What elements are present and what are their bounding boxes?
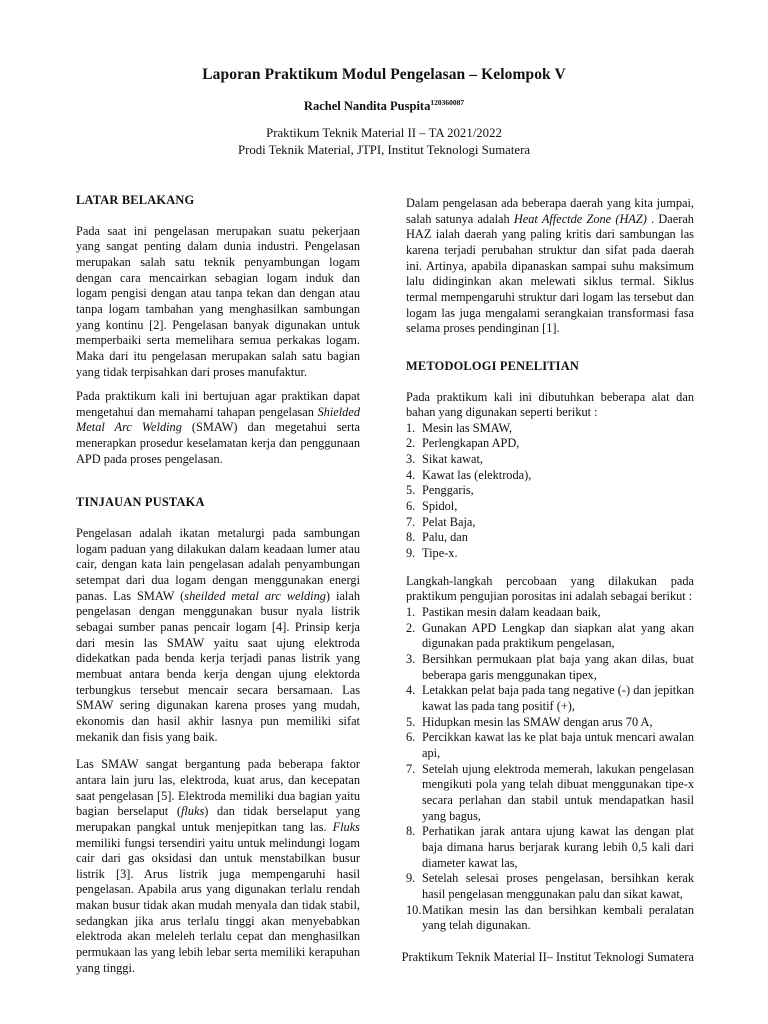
paragraph-metodologi-intro: Pada praktikum kali ini dibutuhkan beberapa alat dan bahan yang digunakan seperti berikut : [406, 389, 694, 420]
list-text: Perlengkapan APD, [422, 436, 520, 451]
affiliation-institution: Prodi Teknik Material, JTPI, Institut Teknologi Sumatera [237, 142, 531, 157]
list-item [406, 421, 694, 437]
paragraph-tinjauan-1 [76, 526, 360, 745]
paragraph-latar-1: Pada saat ini pengelasan merupakan suatu pekerjaan yang sangat penting dalam dunia industri. Pengelasan merupakan salah satu teknik penyambungan logam dengan cara mencairkan sebagian logam induk dan logam pengisi dengan atau tanpa tekan dan dengan atau tanpa logam tambahan yang menghasilkan sambungan yang kontinu [2]. Pengelasan banyak digunakan untuk memperbaiki serta memelihara semua perkakas logam. Maka dari itu pengelasan merupakan salah satu bagian yang tidak terpisahkan dari proses manufaktur. [76, 223, 360, 379]
list-number: 3. [406, 452, 416, 467]
paragraph-tinjauan-2 [76, 757, 360, 976]
list-text: Percikkan kawat las ke plat baja untuk mencari awalan api, [422, 730, 694, 760]
list-item [406, 546, 694, 562]
list-number: 9. [406, 871, 416, 886]
right-column [406, 196, 694, 934]
list-number: 7. [406, 761, 416, 776]
list-item [406, 499, 694, 515]
list-item [406, 452, 694, 468]
italic-term: sheilded metal arc welding [184, 588, 326, 603]
list-item [406, 515, 694, 531]
list-number: 7. [406, 514, 416, 529]
list-number: 10. [406, 902, 422, 917]
list-item [406, 730, 694, 761]
list-text: Pelat Baja, [422, 514, 476, 529]
list-number: 4. [406, 467, 416, 482]
text-run: Dalam pengelasan ada beberapa daerah yang kita jumpai, salah satunya adalah [406, 196, 694, 226]
list-item [406, 871, 694, 902]
list-text: Penggaris, [422, 483, 474, 498]
text-run: . Daerah HAZ ialah daerah yang paling kritis dari sambungan las karena terjadi perubahan struktur dan sifat pada daerah ini. Artinya, apabila dipanaskan sampai suhu maksimum lalu didinginkan akan melewati siklus termal. Siklus termal mempengaruhi struktur dari logam las tersebut dan logam las juga mengalami serangkaian transformasi fasa selama proses pendinginan [1]. [406, 211, 694, 336]
list-text: Matikan mesin las dan bersihkan kembali peralatan yang telah digunakan. [422, 902, 694, 933]
author-id: 120360087 [430, 98, 465, 107]
list-number: 6. [406, 499, 416, 514]
section-heading-latar-belakang: LATAR BELAKANG [76, 193, 195, 207]
list-item [406, 824, 694, 871]
author-name: Rachel Nandita Puspita [303, 99, 431, 113]
list-item [406, 762, 694, 825]
affiliation [0, 125, 768, 158]
text-run: Pengelasan adalah ikatan metalurgi pada sambungan logam paduan yang dilakukan dalam keadaan lumer atau cair, dengan kata lain pengelasan adalah penyambungan setempat dari dua logam dengan menggunakan energi panas. Las SMAW ( [76, 526, 360, 603]
list-number: 1. [406, 420, 416, 435]
list-text: Letakkan pelat baja pada tang negative (-) dan jepitkan kawat las pada tang positif (+), [422, 683, 694, 713]
list-number: 8. [406, 824, 416, 839]
section-heading-tinjauan-pustaka: TINJAUAN PUSTAKA [76, 495, 205, 510]
list-text: Gunakan APD Lengkap dan siapkan alat yang akan digunakan pada praktikum pengelasan, [422, 620, 694, 651]
list-text: Hidupkan mesin las SMAW dengan arus 70 A, [422, 714, 653, 729]
list-number: 6. [406, 730, 416, 745]
list-item [406, 436, 694, 452]
list-item [406, 530, 694, 546]
text-run: Las SMAW sangat bergantung pada beberapa faktor antara lain juru las, elektroda, kuat arus, dan kecepatan saat pengelasan [5]. Elektroda memiliki dua bagian yaitu bagian berselaput ( [76, 757, 360, 819]
left-column [76, 193, 360, 976]
italic-term: Shielded Metal Arc Welding [76, 404, 360, 435]
italic-term: Fluks [332, 819, 360, 834]
list-text: Perhatikan jarak antara ujung kawat las dengan plat baja dimana harus berjarak kurang lebih 0,5 kali dari diameter kawat las, [422, 824, 694, 870]
list-item [406, 483, 694, 499]
list-number: 3. [406, 652, 416, 666]
text-run: Pada praktikum kali ini bertujuan agar praktikan dapat mengetahui dan memahami tahapan pengelasan [76, 389, 360, 419]
list-number: 9. [406, 546, 416, 561]
list-text: Kawat las (elektroda), [422, 467, 532, 482]
list-text: Setelah selesai proses pengelasan, bersihkan kerak hasil pengelasan menggunakan palu dan sikat kawat, [422, 871, 694, 901]
affiliation-course: Praktikum Teknik Material II – TA 2021/2022 [266, 126, 502, 140]
list-item [406, 468, 694, 484]
steps-list [406, 605, 694, 934]
list-item [406, 652, 694, 683]
list-number: 1. [406, 605, 416, 620]
list-number: 2. [406, 620, 416, 635]
text-run: memiliki fungsi tersendiri yaitu untuk melindungi logam cair dari gas oksidasi dan untuk menstabilkan busur listrik [3]. Arus listrik juga mempengaruhi hasil pengelasan. Apabila arus yang digunakan terlalu rendah makan busur tidak akan mudah menyala dan tidak stabil, sedangkan jika arus terlalu tinggi akan menyebabkan elektroda akan meleleh terlalu cepat dan menghasilkan permukaan las yang lebih lebar serta memiliki kerapuhan yang tinggi. [76, 835, 360, 975]
document-title: Laporan Praktikum Modul Pengelasan – Kelompok V [202, 66, 566, 83]
list-text: Pastikan mesin dalam keadaan baik, [422, 605, 601, 620]
list-number: 5. [406, 483, 416, 498]
page-footer: Praktikum Teknik Material II– Institut Teknologi Sumatera [401, 950, 694, 964]
paragraph-steps-intro: Langkah-langkah percobaan yang dilakukan pada praktikum pengujian porositas ini adalah sebagai berikut : [406, 573, 694, 604]
list-text: Mesin las SMAW, [422, 420, 513, 435]
list-item [406, 621, 694, 652]
text-run: ) dan tidak berselaput yang merupakan pangkal untuk menjepitkan tang las. [76, 804, 360, 834]
list-number: 4. [406, 683, 416, 698]
text-run: ) ialah pengelasan dengan menggunakan busur nyala listrik sebagai sumber panas pencair logam [4]. Prinsip kerja dari mesin las SMAW yaitu saat ujung elektroda didekatkan pada benda kerja terjadi panas listrik yang membuat antara benda kerja dengan ujung elektorda terbungkus tersebut mencair secara bersamaan. Las SMAW sering digunakan karena proses yang mudah, ekonomis dan hasil akhir lasnya pun memiliki sifat mekanik dan fisis yang baik. [76, 588, 361, 744]
italic-term: Heat Affectde Zone (HAZ) [513, 211, 647, 226]
list-text: Spidol, [422, 499, 458, 514]
section-heading-metodologi: METODOLOGI PENELITIAN [406, 358, 579, 373]
list-number: 2. [406, 436, 416, 451]
tools-list [406, 421, 694, 562]
list-text: Palu, dan [422, 530, 468, 545]
paragraph-latar-2 [76, 389, 360, 467]
paragraph-haz [406, 196, 694, 337]
list-text: Sikat kawat, [422, 452, 484, 467]
list-item [406, 683, 694, 714]
list-text: Setelah ujung elektroda memerah, lakukan pengelasan mengikuti pola yang telah dibuat menggunakan tipe-x secara perlahan dan stabil untuk mendapatkan hasil yang bagus, [422, 761, 694, 823]
list-item [406, 903, 694, 934]
list-number: 8. [406, 530, 416, 545]
author-line [0, 98, 768, 114]
list-text: Tipe-x. [422, 546, 458, 561]
list-text: Bersihkan permukaan plat baja yang akan dilas, buat beberapa garis menggunakan tipex, [422, 652, 694, 682]
list-item [406, 715, 694, 731]
list-item [406, 605, 694, 621]
list-number: 5. [406, 714, 416, 729]
text-run: (SMAW) dan megetahui serta menerapkan prosedur keselamatan kerja dan penggunaan APD pada proses pengelasan. [76, 420, 360, 466]
italic-term: fluks [180, 804, 205, 819]
